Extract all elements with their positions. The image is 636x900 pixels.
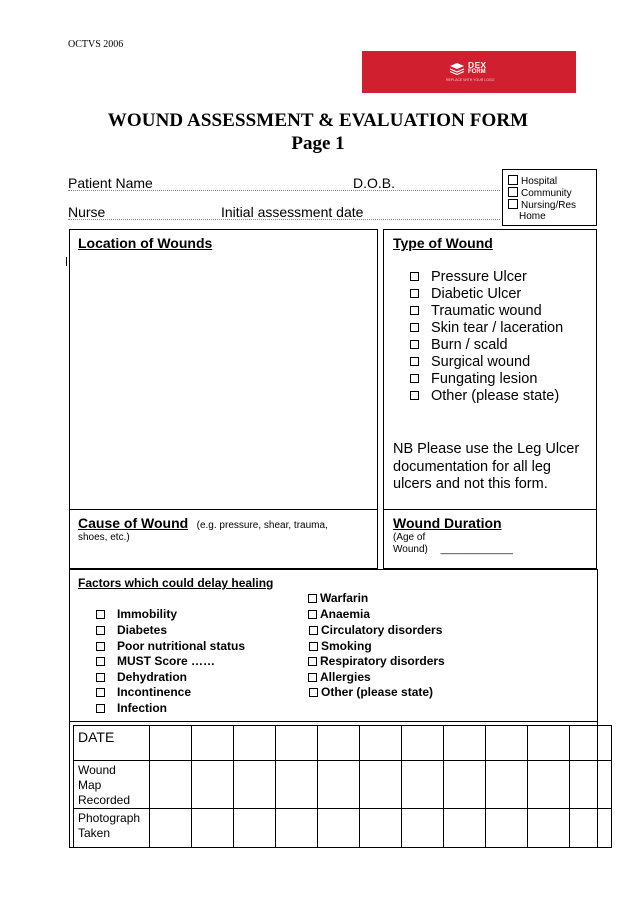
table-cell[interactable] [486, 726, 528, 761]
table-row [74, 726, 612, 761]
cause-title: Cause of Wound [78, 515, 189, 531]
duration-title: Wound Duration [393, 515, 502, 531]
checkbox[interactable] [96, 642, 105, 651]
checkbox[interactable] [308, 594, 317, 603]
type-of-wound-panel [383, 229, 597, 510]
checkbox[interactable] [308, 673, 317, 682]
table-cell[interactable] [150, 809, 192, 848]
divider [70, 721, 597, 722]
duration-hint-2: Wound) [393, 544, 428, 555]
type-option[interactable]: Other (please state) [410, 388, 559, 404]
checkbox[interactable] [410, 340, 419, 349]
table-row [74, 809, 612, 848]
factor-left[interactable]: Poor nutritional status [96, 639, 245, 653]
factor-right[interactable]: Smoking [309, 639, 372, 653]
factor-right[interactable]: Warfarin [308, 591, 368, 605]
duration-blank[interactable]: _____________ [440, 544, 513, 555]
checkbox[interactable] [96, 688, 105, 697]
table-cell[interactable] [528, 761, 570, 809]
checkbox[interactable] [96, 657, 105, 666]
checkbox[interactable] [508, 199, 518, 209]
checkbox[interactable] [508, 187, 518, 197]
margin-mark [66, 257, 68, 266]
logo-tagline: REPLACE WITH YOUR LOGO [446, 78, 495, 82]
table-cell[interactable] [276, 809, 318, 848]
factor-right[interactable]: Circulatory disorders [309, 623, 442, 637]
table-cell[interactable] [402, 809, 444, 848]
factor-left[interactable]: Immobility [96, 607, 177, 621]
type-option[interactable]: Surgical wound [410, 354, 530, 370]
nurse-label: Nurse [68, 204, 106, 220]
table-cell[interactable] [528, 809, 570, 848]
setting-home-label: Home [519, 211, 546, 222]
location-title: Location of Wounds [78, 235, 213, 251]
factor-left[interactable]: Dehydration [96, 670, 187, 684]
date-label: DATE [74, 726, 150, 761]
checkbox[interactable] [309, 688, 318, 697]
checkbox[interactable] [410, 323, 419, 332]
stack-icon [449, 61, 465, 75]
table-cell[interactable] [528, 726, 570, 761]
checkbox[interactable] [410, 391, 419, 400]
checkbox[interactable] [96, 626, 105, 635]
table-cell[interactable] [192, 726, 234, 761]
table-cell[interactable] [192, 809, 234, 848]
table-cell[interactable] [192, 761, 234, 809]
factor-left[interactable]: MUST Score …… [96, 654, 215, 668]
checkbox[interactable] [309, 626, 318, 635]
checkbox[interactable] [410, 272, 419, 281]
table-cell[interactable] [444, 809, 486, 848]
table-cell[interactable] [570, 726, 612, 761]
factor-left[interactable]: Infection [96, 701, 167, 715]
table-cell[interactable] [276, 761, 318, 809]
checkbox[interactable] [410, 306, 419, 315]
checkbox[interactable] [508, 175, 518, 185]
factor-right[interactable]: Other (please state) [309, 685, 433, 699]
table-cell[interactable] [360, 809, 402, 848]
table-cell[interactable] [234, 809, 276, 848]
wound-map-label: Wound Map Recorded [74, 761, 150, 809]
page-label: Page 1 [291, 133, 345, 154]
patient-name-line[interactable] [68, 190, 500, 191]
checkbox[interactable] [410, 374, 419, 383]
factor-right[interactable]: Respiratory disorders [308, 654, 445, 668]
type-title: Type of Wound [393, 235, 493, 251]
type-option[interactable]: Burn / scald [410, 337, 508, 353]
setting-community[interactable]: Community [508, 187, 572, 200]
duration-hint: (Age of [393, 532, 426, 543]
brand-logo [362, 51, 576, 93]
wound-duration-panel[interactable] [383, 509, 597, 569]
care-setting-box [502, 169, 597, 226]
type-option[interactable]: Diabetic Ulcer [410, 286, 521, 302]
factor-left[interactable]: Incontinence [96, 685, 191, 699]
table-cell[interactable] [276, 726, 318, 761]
setting-hospital[interactable]: Hospital [508, 175, 557, 188]
initial-assessment-label: Initial assessment date [221, 204, 364, 220]
table-cell[interactable] [150, 761, 192, 809]
table-row [74, 761, 612, 809]
type-option[interactable]: Traumatic wound [410, 303, 542, 319]
logo-brand-line1: DEX [468, 60, 487, 70]
type-option[interactable]: Fungating lesion [410, 371, 537, 387]
table-cell[interactable] [570, 761, 612, 809]
table-cell[interactable] [360, 761, 402, 809]
table-cell[interactable] [486, 761, 528, 809]
checkbox[interactable] [309, 642, 318, 651]
cause-hint: (e.g. pressure, shear, trauma, [196, 520, 328, 531]
type-option[interactable]: Skin tear / laceration [410, 320, 563, 336]
table-cell[interactable] [318, 726, 360, 761]
table-cell[interactable] [234, 761, 276, 809]
factor-right[interactable]: Allergies [308, 670, 371, 684]
type-option[interactable]: Pressure Ulcer [410, 269, 527, 285]
checkbox[interactable] [308, 610, 317, 619]
table-cell[interactable] [234, 726, 276, 761]
checkbox[interactable] [96, 610, 105, 619]
setting-nursing-res[interactable]: Nursing/Res [508, 199, 576, 212]
checkbox[interactable] [308, 657, 317, 666]
wound-record-table [73, 725, 612, 848]
table-cell[interactable] [150, 726, 192, 761]
table-cell[interactable] [360, 726, 402, 761]
table-cell[interactable] [444, 761, 486, 809]
form-title: WOUND ASSESSMENT & EVALUATION FORM [107, 110, 529, 131]
factor-left[interactable]: Diabetes [96, 623, 167, 637]
checkbox[interactable] [410, 357, 419, 366]
cause-of-wound-panel[interactable] [69, 509, 378, 569]
table-cell[interactable] [402, 761, 444, 809]
table-cell[interactable] [486, 809, 528, 848]
factors-title: Factors which could delay healing [78, 576, 274, 590]
dob-label: D.O.B. [353, 175, 396, 191]
table-cell[interactable] [402, 726, 444, 761]
table-cell[interactable] [318, 809, 360, 848]
table-cell[interactable] [444, 726, 486, 761]
table-cell[interactable] [570, 809, 612, 848]
patient-name-label: Patient Name [68, 175, 153, 191]
location-of-wounds-panel[interactable] [69, 229, 378, 510]
checkbox[interactable] [410, 289, 419, 298]
factor-right[interactable]: Anaemia [308, 607, 370, 621]
document-code: OCTVS 2006 [68, 39, 124, 50]
table-cell[interactable] [318, 761, 360, 809]
cause-hint-2: shoes, etc.) [78, 532, 130, 543]
checkbox[interactable] [96, 673, 105, 682]
photograph-label: Photograph Taken [74, 809, 150, 848]
logo-brand-line2: FORM [468, 69, 486, 75]
checkbox[interactable] [96, 704, 105, 713]
leg-ulcer-note: NB Please use the Leg Ulcer documentation for all leg ulcers and not this form. [393, 441, 580, 492]
